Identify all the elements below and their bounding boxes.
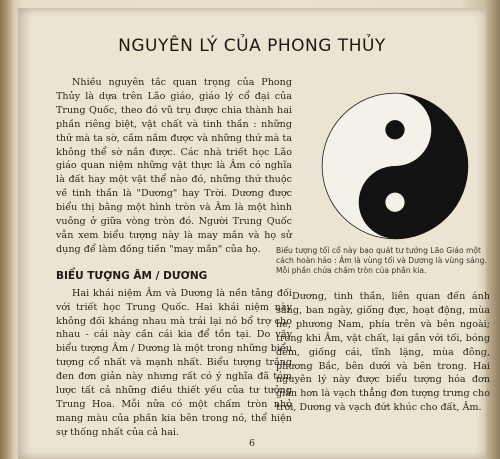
page-title: NGUYÊN LÝ CỦA PHONG THỦY <box>118 36 386 56</box>
figure-caption: Biểu tượng tối cổ này bao quát tư tưởng Lão Giáo một cách hoàn hảo : Âm là vùng tối và Dương là vùng sáng. Mỗi phần chứa chấm tròn của phần kia. <box>276 246 487 276</box>
section-paragraph: Hai khái niệm Âm và Dương là nền tảng đối với triết học Trung Quốc. Hai khái niệm này không đối kháng nhau mà trái lại nó bổ trợ cho nhau - cái này cần cái kia để tồn tại. Do vậy biểu tượng Âm / Dương là một trong những biểu tượng cổ nhất và mạnh nhất. Biểu tượng trắng đen đơn giản này nhưng rất có ý nghĩa đã tóm lược tất cả những điều thiết yếu của tư tưởng Trung Hoa. Mỗi nửa có một chấm tròn nhỏ mang màu của phần kia bên trong nó, thể hiện sự thống nhất của cả hai. <box>56 287 292 438</box>
right-paragraph: Dương, tinh thần, liên quan đến ánh sáng, ban ngày, giống đực, hoạt động, mùa hè, phương Nam, phía trên và bên ngoài; trong khi Âm, vật chất, lại gắn với tối, bóng đêm, giống cái, tĩnh lặng, mùa đông, phương Bắc, bên dưới và bên trong. Hai nguyên lý này được biểu tượng hóa đơn giản hơn là vạch thẳng đơn tượng trưng cho trời, Dương và vạch đứt khúc cho đất, Âm. <box>276 291 490 414</box>
intro-paragraph: Nhiều nguyên tắc quan trọng của Phong Thủy là dựa trên Lão giáo, giáo lý cổ đại của Trung Quốc, theo đó vũ trụ được chia thành hai phần riêng biệt, vật chất và tinh thần : những thứ mà ta sờ, cầm nắm được và những thứ mà ta không thể sờ nắn được. Các nhà triết học Lão giáo quan niệm những vật thực là Âm có nghĩa là đất hay một vật thể nào đó, những thứ thuộc về tinh thần là "Dương" hay Trời. Dương được biểu thị bằng một hình tròn và Âm là một hình vuông ở giữa vòng tròn đó. Người Trung Quốc vẫn xem biểu tượng này là may mắn và họ sử dụng để làm đồng tiền "may mắn" của họ. <box>56 77 292 255</box>
right-column <box>276 290 490 415</box>
yin-yang-icon <box>321 92 469 240</box>
left-column <box>56 76 292 440</box>
book-page <box>18 8 490 459</box>
page-number: 6 <box>248 438 256 449</box>
section-heading: BIỂU TƯỢNG ÂM / DƯƠNG <box>56 269 208 282</box>
